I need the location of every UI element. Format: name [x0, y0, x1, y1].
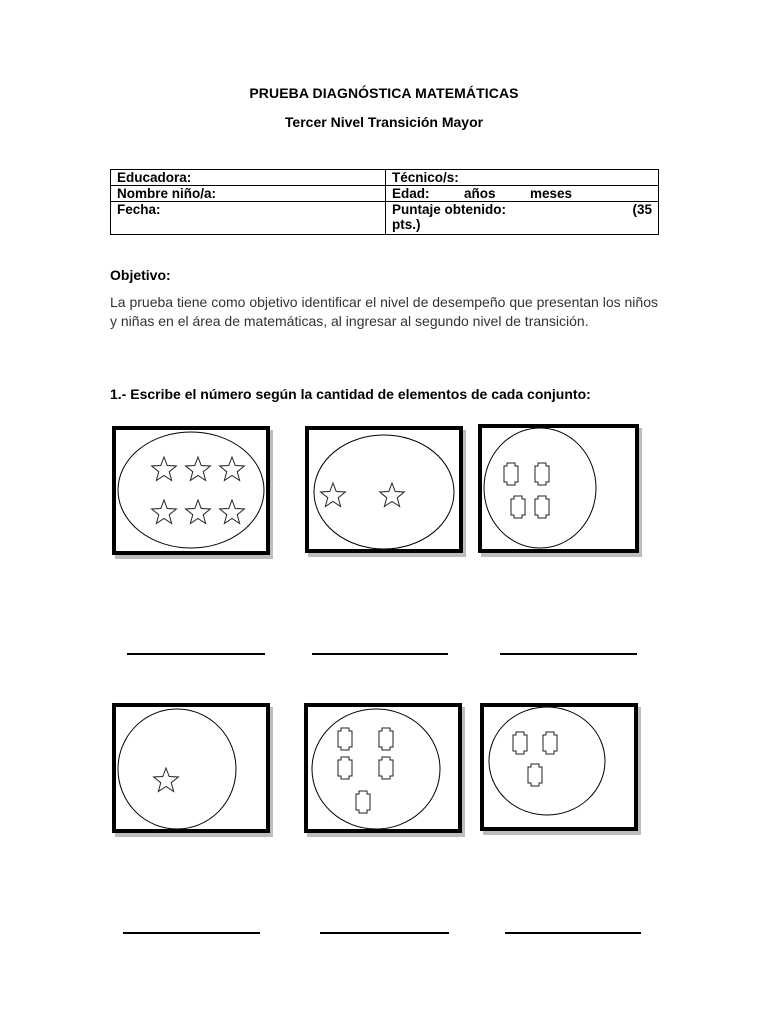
- block-icon: [338, 757, 352, 779]
- set-oval: [484, 428, 596, 548]
- puntaje-cell[interactable]: Puntaje obtenido: (35 pts.): [386, 202, 659, 235]
- fecha-cell[interactable]: Fecha:: [111, 202, 386, 235]
- set-box-4: [112, 703, 270, 833]
- answer-line-2[interactable]: [312, 653, 448, 655]
- set-oval: [118, 432, 264, 548]
- set-box-2: [305, 426, 463, 553]
- block-icon: [356, 791, 370, 813]
- answer-line-6[interactable]: [505, 932, 641, 934]
- answer-line-1[interactable]: [127, 653, 265, 655]
- star-icon: [380, 483, 405, 507]
- star-icon: [321, 483, 346, 507]
- star-icon: [154, 768, 179, 792]
- set-4-drawing: [116, 707, 266, 829]
- set-oval: [489, 707, 605, 815]
- block-icon: [338, 728, 352, 750]
- block-icon: [513, 732, 527, 754]
- set-2-drawing: [309, 430, 459, 549]
- answer-line-3[interactable]: [500, 653, 637, 655]
- set-box-5: [304, 703, 462, 833]
- question-1-label: 1.- Escribe el número según la cantidad de elementos de cada conjunto:: [110, 386, 591, 402]
- set-6-drawing: [484, 707, 634, 827]
- star-icon: [186, 457, 211, 481]
- block-icon: [528, 764, 542, 786]
- block-icon: [511, 496, 525, 518]
- objective-heading: Objetivo:: [110, 267, 171, 283]
- student-info-table: [110, 169, 659, 235]
- set-1-drawing: [116, 430, 266, 551]
- set-oval: [118, 709, 236, 829]
- tecnico-cell[interactable]: Técnico/s:: [386, 170, 659, 186]
- block-icon: [379, 757, 393, 779]
- star-icon: [152, 500, 177, 524]
- edad-cell[interactable]: Edad: años meses: [386, 186, 659, 202]
- block-icon: [543, 732, 557, 754]
- block-icon: [504, 463, 518, 485]
- nombre-cell[interactable]: Nombre niño/a:: [111, 186, 386, 202]
- answer-line-5[interactable]: [320, 932, 449, 934]
- objective-text: La prueba tiene como objetivo identificar el nivel de desempeño que presentan los niños y niñas en el área de matemáticas, al ingresar al segundo nivel de transición.: [110, 294, 658, 329]
- set-3-drawing: [482, 428, 635, 549]
- educadora-cell[interactable]: Educadora:: [111, 170, 386, 186]
- star-icon: [152, 457, 177, 481]
- set-box-1: [112, 426, 270, 555]
- set-box-6: [480, 703, 638, 831]
- block-icon: [535, 463, 549, 485]
- star-icon: [186, 500, 211, 524]
- answer-line-4[interactable]: [123, 932, 260, 934]
- set-5-drawing: [308, 707, 458, 829]
- set-box-3: [478, 424, 639, 553]
- star-icon: [220, 457, 245, 481]
- page-subtitle: Tercer Nivel Transición Mayor: [284, 114, 484, 130]
- block-icon: [535, 496, 549, 518]
- star-icon: [220, 500, 245, 524]
- page-title: PRUEBA DIAGNÓSTICA MATEMÁTICAS: [249, 85, 519, 101]
- block-icon: [379, 728, 393, 750]
- set-oval: [312, 709, 440, 829]
